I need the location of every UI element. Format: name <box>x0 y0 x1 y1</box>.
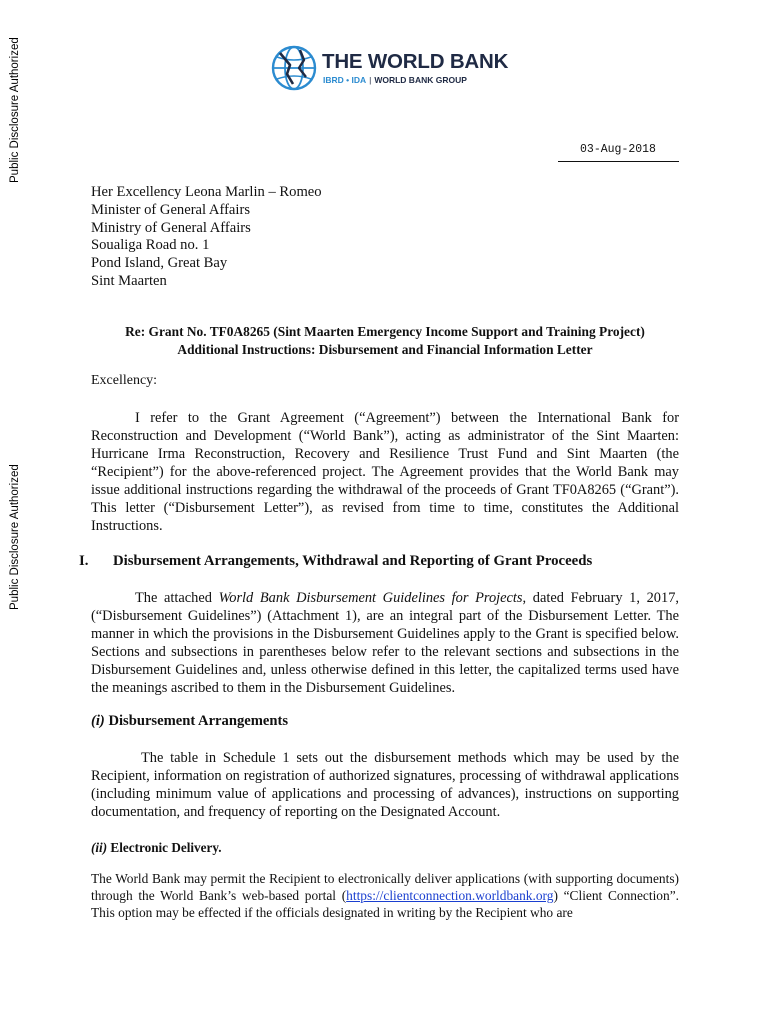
disclosure-stamp-top: Public Disclosure Authorized <box>9 37 21 183</box>
world-bank-logo <box>270 44 510 96</box>
letter-date: 03-Aug-2018 <box>580 143 656 156</box>
recipient-address <box>91 184 322 291</box>
text-run: ) “Client Connection”. This option may be effected if the officials designated in writing by the Recipient who are <box>91 888 679 920</box>
address-line: Sint Maarten <box>91 272 167 289</box>
subsection-i-title: Disbursement Arrangements <box>108 713 289 729</box>
logo-title: THE WORLD BANK <box>322 50 509 73</box>
subsection-i-heading <box>91 713 288 730</box>
text-run: The attached <box>135 590 219 606</box>
subsection-ii-number: (ii) <box>91 840 108 855</box>
address-line: Ministry of General Affairs <box>91 219 251 236</box>
text-run: The World Bank may permit the Recipient to electronically deliver applications (with supporting documents) through the World Bank’s web-based portal ( <box>91 871 679 903</box>
date-underline <box>558 161 679 162</box>
subsection-ii-title: Electronic Delivery. <box>110 840 222 855</box>
section-1-number: I. <box>79 553 89 569</box>
salutation: Excellency: <box>91 373 158 388</box>
logo-subtitle <box>323 75 467 85</box>
subject-line-2: Additional Instructions: Disbursement and Financial Information Letter <box>177 342 593 357</box>
address-line: Minister of General Affairs <box>91 201 250 218</box>
client-connection-link[interactable]: https://clientconnection.worldbank.org <box>346 888 554 903</box>
logo-group: WORLD BANK GROUP <box>374 75 467 85</box>
subsection-i-number: (i) <box>91 713 105 729</box>
section-1-title: Disbursement Arrangements, Withdrawal and Reporting of Grant Proceeds <box>113 553 593 569</box>
section-1-heading <box>79 553 592 570</box>
subsection-ii-paragraph <box>91 870 679 921</box>
logo-separator: | <box>369 75 372 85</box>
subsection-i-paragraph: The table in Schedule 1 sets out the disbursement methods which may be used by the Recipient, information on registration of authorized signatures, processing of withdrawal applications (including minimum value of applications and processing of advances), instructions on supporting documentation, and frequency of reporting on the Designated Account. <box>91 750 679 820</box>
subject-line <box>91 323 679 359</box>
intro-paragraph: I refer to the Grant Agreement (“Agreement”) between the International Bank for Reconstruction and Development (“World Bank”), acting as administrator of the Sint Maarten: Hurricane Irma Reconstruction, Recovery and Resilience Trust Fund and Sint Maarten (the “Recipient”) for the above-referenced project. The Agreement provides that the World Bank may issue additional instructions regarding the withdrawal of the proceeds of Grant TF0A8265 (“Grant”). This letter (“Disbursement Letter”), as revised from time to time, constitutes the Additional Instructions. <box>91 410 679 534</box>
globe-icon <box>270 44 318 92</box>
address-line: Her Excellency Leona Marlin – Romeo <box>91 184 322 200</box>
logo-ibrd-ida: IBRD • IDA <box>323 75 367 85</box>
section-1-paragraph <box>91 589 679 697</box>
guidelines-title: World Bank Disbursement Guidelines for Projects <box>218 590 523 606</box>
subject-line-1: Re: Grant No. TF0A8265 (Sint Maarten Emergency Income Support and Training Project) <box>125 324 645 339</box>
subsection-ii-heading <box>91 840 222 856</box>
address-line: Pond Island, Great Bay <box>91 255 228 272</box>
address-line: Soualiga Road no. 1 <box>91 237 210 254</box>
text-run: , dated February 1, 2017, (“Disbursement Guidelines”) (Attachment 1), are an integral part of the Disbursement Letter. The manner in which the provisions in the Disbursement Guidelines apply to the Grant is specified below. Sections and subsections in parentheses below refer to the relevant sections and subsections in the Disbursement Guidelines and, unless otherwise defined in this letter, the capitalized terms used have the meanings ascribed to them in the Disbursement Guidelines. <box>91 590 679 696</box>
disclosure-stamp-middle: Public Disclosure Authorized <box>9 464 21 611</box>
